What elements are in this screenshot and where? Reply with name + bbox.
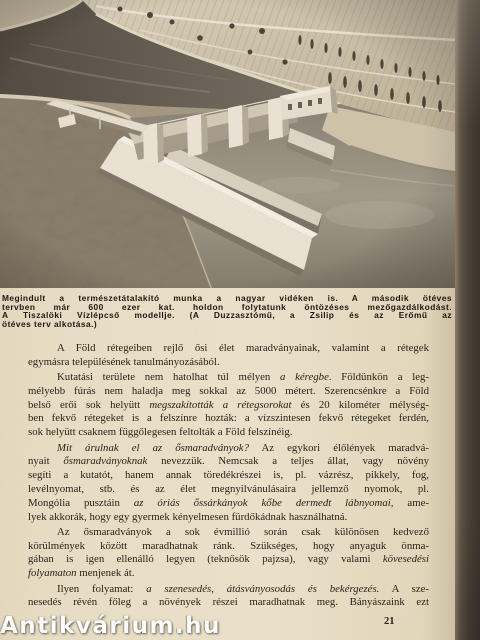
body-paragraph: [28, 442, 429, 525]
italic-emphasis: folyamaton: [28, 567, 77, 580]
body-line: [28, 356, 429, 370]
line-text: segíti a kutatót, hanem annak töredékrészei is, pl. vázrész, pikkely, fog,: [28, 469, 429, 482]
line-text: körülmények között maradhatnak ránk. Szükséges, hogy anyaguk önma-: [28, 539, 429, 552]
italic-emphasis: megszakították a rétegsorokat: [149, 398, 292, 411]
line-text: ame-: [393, 496, 429, 509]
body-line: [28, 426, 429, 440]
body-line: [28, 596, 429, 610]
italic-emphasis: kövesedési: [382, 553, 429, 566]
line-text: Az ősmaradványok a sok évmillió során csak különösen kedvező: [57, 525, 429, 538]
line-text: Kutatási területe nem hatolhat túl mélyen: [57, 371, 281, 384]
body-paragraph: [28, 371, 429, 440]
line-text: és 20 kilométer mélység-: [291, 398, 429, 411]
body-line: [28, 455, 429, 469]
italic-emphasis: az óriás őssárkányok kőbe dermedt lábnyomai,: [133, 496, 394, 509]
book-binding-edge: [455, 0, 480, 640]
line-text: sok helyütt csaknem függőlegesen feltolták a Föld felszínéig.: [28, 426, 293, 439]
body-line: [28, 385, 429, 399]
line-text: nevezzük. Nemcsak a teljes állat, vagy növény: [147, 455, 429, 468]
caption-line: tervben már 600 ezer kat. holdon folytatunk öntözéses mezőgazdálkodást.: [2, 301, 452, 312]
page-number: 21: [384, 616, 395, 627]
italic-emphasis: a szenesedés, átásványosodás és bekérgezés.: [146, 582, 380, 595]
body-line: [28, 442, 429, 456]
line-text: Ilyen folyamat:: [57, 582, 147, 595]
line-text: nesedés révén főleg a növények részei maradhatnak meg. Bányászaink ezt: [28, 596, 429, 609]
body-line: [28, 497, 429, 511]
body-line: [28, 412, 429, 426]
caption-line: A Tiszalöki Vízlépcső modellje. (A Duzzasztómű, a Zsilip és az Erőmű az: [2, 310, 452, 321]
line-text: menjenek át.: [76, 567, 135, 580]
body-text: [28, 342, 429, 610]
line-text: mélyebb fúrás nem haladja meg sokkal az 5000 métert. Szerencsénkre a Föld: [28, 384, 429, 397]
body-paragraph: [28, 526, 429, 581]
body-line: [28, 371, 429, 385]
line-text: levélnyomat, stb. és az élet megnyilvánulásaira jellemző nyomok, pl.: [28, 482, 429, 495]
line-text: lyek akkorák, hogy egy gyermek kényelmesen fürdőkádnak használhatná.: [28, 510, 348, 523]
body-line: [28, 553, 429, 567]
line-text: nyait: [28, 455, 64, 468]
line-text: . Földünkön a leg-: [328, 371, 430, 384]
body-paragraph: [28, 583, 429, 611]
page-photo: [0, 0, 455, 288]
italic-emphasis: Mit árulnak el az ősmaradványok?: [57, 441, 250, 454]
body-line: [28, 567, 429, 581]
line-text: A Föld rétegeiben rejlő ősi élet maradványainak, valamint a rétegek: [57, 342, 429, 354]
line-text: ben fekvő rétegeket is a felszínre hozták: a vízszintesen fekvő rétegeket ferdén,: [28, 412, 429, 425]
body-line: [28, 469, 429, 483]
body-paragraph: [28, 342, 429, 370]
body-line: [28, 342, 429, 356]
body-line: [28, 540, 429, 554]
body-line: [28, 511, 429, 525]
line-text: egymásra településének tanulmányozásából.: [28, 355, 220, 368]
line-text: A sze-: [379, 582, 429, 595]
body-line: [28, 399, 429, 413]
line-text: Az egykori élőlények maradvá-: [249, 441, 429, 454]
caption-line: Megindult a természetátalakító munka a nagyar vidéken is. A második ötéves: [2, 293, 452, 303]
line-text: belső erői sok helyütt: [28, 398, 150, 411]
line-text: Mongólia pusztáin: [28, 496, 134, 509]
body-line: [28, 526, 429, 540]
body-line: [28, 483, 429, 497]
watermark-text: Antikvárium.hu: [0, 613, 221, 639]
caption-line: ötéves terv alkotása.): [2, 319, 98, 330]
body-line: [28, 583, 429, 597]
italic-emphasis: ősmaradványoknak: [63, 455, 148, 468]
line-text: gában is igen ellenálló legyen (teknősök pajzsa), vagy valami: [28, 553, 383, 566]
photo-caption: [2, 294, 452, 329]
italic-emphasis: a kéregbe: [280, 371, 329, 384]
binding-shadow: [455, 0, 480, 640]
